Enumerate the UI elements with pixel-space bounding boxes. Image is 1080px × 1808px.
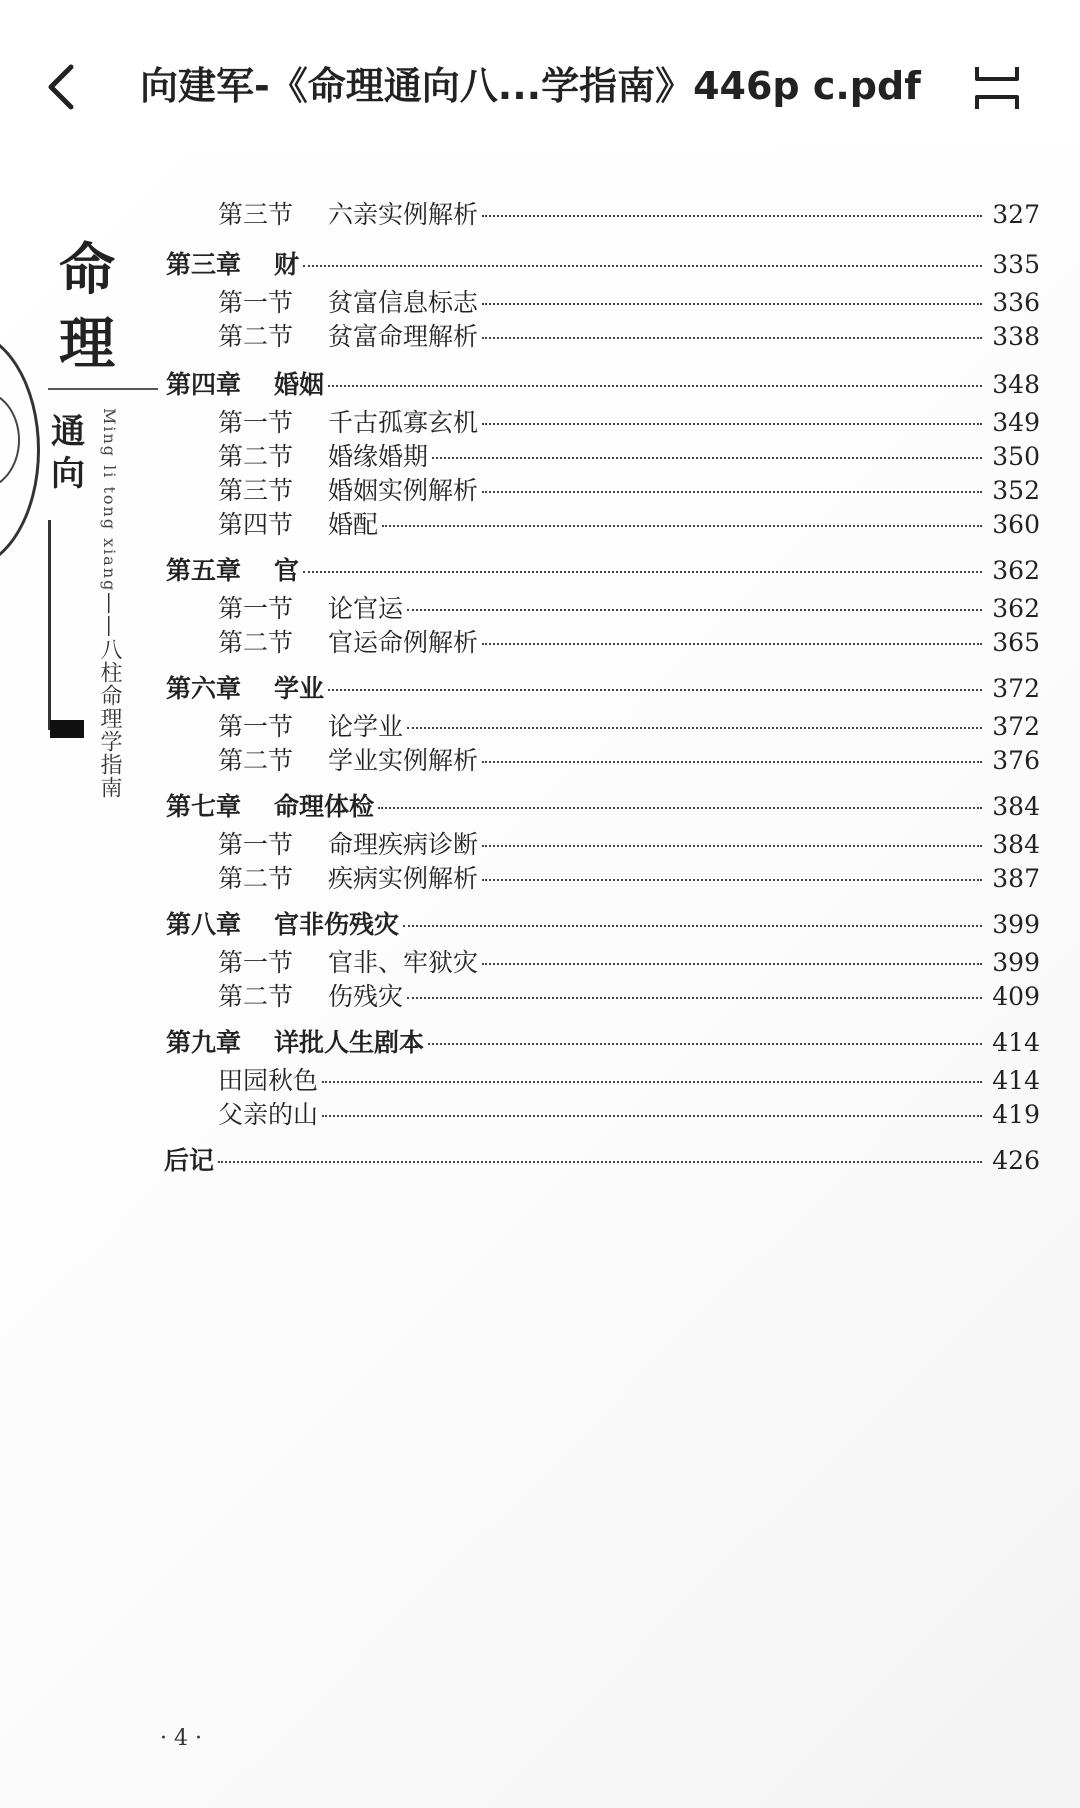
spine-block <box>50 720 84 738</box>
toc-chapter-row[interactable] <box>166 1026 1040 1060</box>
toc-label <box>218 862 478 896</box>
fit-width-button[interactable] <box>970 62 1024 114</box>
toc-label <box>218 508 378 542</box>
fit-width-icon <box>973 65 1021 111</box>
toc-leader-dots <box>328 671 982 691</box>
toc-page-number: 409 <box>992 982 1040 1011</box>
toc-number: 第二节 <box>218 322 294 351</box>
toc-number: 第七章 <box>166 792 242 821</box>
toc-title: 学业实例解析 <box>328 746 479 775</box>
toc-page-number: 426 <box>992 1146 1040 1175</box>
toc-page-number: 414 <box>992 1028 1040 1057</box>
toc-section-row[interactable] <box>218 508 1040 542</box>
toc-label <box>218 286 478 320</box>
toc-title: 详批人生剧本 <box>274 1028 425 1057</box>
toc-leader-dots <box>482 861 982 881</box>
toc-number: 第二节 <box>218 982 294 1011</box>
toc-title: 学业 <box>274 674 325 703</box>
toc-number: 第三章 <box>166 250 242 279</box>
toc-leader-dots <box>482 405 982 425</box>
toc-page-number: 399 <box>992 910 1040 939</box>
toc-title: 贫富信息标志 <box>328 288 479 317</box>
spine-char-3: 通 <box>51 412 85 452</box>
toc-label <box>218 440 428 474</box>
toc-page-number: 365 <box>992 628 1040 657</box>
spine-latin: Ming li tong xiang <box>100 408 119 593</box>
toc-chapter-row[interactable] <box>166 672 1040 706</box>
toc-title: 伤残灾 <box>328 982 404 1011</box>
toc-section-row[interactable] <box>218 592 1040 626</box>
chevron-left-icon <box>45 63 75 111</box>
toc-section-row[interactable] <box>218 406 1040 440</box>
toc-number: 第六章 <box>166 674 242 703</box>
toc-number: 第四节 <box>218 510 294 539</box>
toc-label <box>218 626 478 660</box>
toc-section-row[interactable] <box>218 980 1040 1014</box>
toc-title: 命理体检 <box>274 792 375 821</box>
toc-page-number: 376 <box>992 746 1040 775</box>
toc-label <box>218 1064 318 1098</box>
toc-section-row[interactable] <box>218 862 1040 896</box>
toc-leader-dots <box>303 247 982 267</box>
toc-title: 婚姻 <box>274 370 325 399</box>
toc-section-row[interactable] <box>218 1098 1040 1132</box>
toc-page-number: 387 <box>992 864 1040 893</box>
toc-leader-dots <box>407 591 982 611</box>
toc-title: 命理疾病诊断 <box>328 830 479 859</box>
toc-chapter-row[interactable] <box>164 1144 1040 1178</box>
toc-title: 千古孤寡玄机 <box>328 408 479 437</box>
toc-title: 疾病实例解析 <box>328 864 479 893</box>
toc-page-number: 419 <box>992 1100 1040 1129</box>
toc-page-number: 335 <box>992 250 1040 279</box>
toc-title: 官非、牢狱灾 <box>328 948 479 977</box>
toc-page-number: 336 <box>992 288 1040 317</box>
toc-label <box>218 320 478 354</box>
toc-title: 父亲的山 <box>218 1100 319 1129</box>
toc-section-row[interactable] <box>218 474 1040 508</box>
toc-leader-dots <box>378 789 982 809</box>
toc-label <box>166 554 299 588</box>
page-number: · 4 · <box>160 1726 202 1751</box>
toc-chapter-row[interactable] <box>166 248 1040 282</box>
toc-number: 第三节 <box>218 200 294 229</box>
toc-label <box>166 908 399 942</box>
toc-number: 第一节 <box>218 830 294 859</box>
toc-chapter-row[interactable] <box>166 368 1040 402</box>
toc-number: 第五章 <box>166 556 242 585</box>
toc-leader-dots <box>218 1143 982 1163</box>
toc-page-number: 348 <box>992 370 1040 399</box>
toc-number: 第一节 <box>218 408 294 437</box>
toc-label <box>218 198 478 232</box>
toc-section-row[interactable] <box>218 286 1040 320</box>
spine-char-2: 理 <box>59 311 115 377</box>
toc-page-number: 372 <box>992 712 1040 741</box>
toc-leader-dots <box>432 439 982 459</box>
toc-label <box>218 474 478 508</box>
toc-chapter-row[interactable] <box>166 554 1040 588</box>
toc-leader-dots <box>407 979 982 999</box>
toc-label <box>166 368 324 402</box>
toc-number: 第九章 <box>166 1028 242 1057</box>
toc-page-number: 327 <box>992 200 1040 229</box>
toc-title: 论官运 <box>328 594 404 623</box>
toc-section-row[interactable] <box>218 828 1040 862</box>
toc-leader-dots <box>482 827 982 847</box>
toc-leader-dots <box>328 367 982 387</box>
toc-number: 第一节 <box>218 712 294 741</box>
toc-number: 第一节 <box>218 948 294 977</box>
toc-title: 田园秋色 <box>218 1066 319 1095</box>
toc-leader-dots <box>482 319 982 339</box>
toc-page-number: 352 <box>992 476 1040 505</box>
toc-title: 官运命例解析 <box>328 628 479 657</box>
pdf-page[interactable] <box>0 150 1080 1808</box>
toc-label <box>218 710 403 744</box>
toc-section-row[interactable] <box>218 626 1040 660</box>
toc-leader-dots <box>482 743 982 763</box>
toc-number: 第一节 <box>218 288 294 317</box>
toc-chapter-row[interactable] <box>166 908 1040 942</box>
toc-section-row[interactable] <box>218 710 1040 744</box>
toc-section-row[interactable] <box>218 198 1040 232</box>
top-bar <box>0 0 1080 150</box>
toc-section-row[interactable] <box>218 440 1040 474</box>
toc-label <box>166 672 324 706</box>
toc-section-row[interactable] <box>218 744 1040 778</box>
toc-page-number: 372 <box>992 674 1040 703</box>
toc-leader-dots <box>382 507 982 527</box>
toc-title: 婚缘婚期 <box>328 442 429 471</box>
toc-number: 第二节 <box>218 442 294 471</box>
toc-label <box>218 980 403 1014</box>
toc-title: 官 <box>274 556 300 585</box>
toc-page-number: 350 <box>992 442 1040 471</box>
toc-number: 第一节 <box>218 594 294 623</box>
toc-title: 六亲实例解析 <box>328 200 479 229</box>
toc-leader-dots <box>428 1025 982 1045</box>
toc-number: 第三节 <box>218 476 294 505</box>
toc-title: 官非伤残灾 <box>274 910 400 939</box>
toc-page-number: 349 <box>992 408 1040 437</box>
toc-page-number: 362 <box>992 594 1040 623</box>
toc-label <box>166 248 299 282</box>
toc-title: 婚姻实例解析 <box>328 476 479 505</box>
toc-leader-dots <box>407 709 982 729</box>
toc-leader-dots <box>482 625 982 645</box>
spine-divider <box>48 388 158 390</box>
spine-subtitle: ——八柱命理学指南 <box>97 592 122 799</box>
spine-char-1: 命 <box>59 237 115 303</box>
toc-label <box>218 744 478 778</box>
back-button[interactable] <box>38 58 82 116</box>
toc-number: 第二节 <box>218 864 294 893</box>
toc-number: 第二节 <box>218 628 294 657</box>
toc-label <box>218 946 478 980</box>
toc-page-number: 399 <box>992 948 1040 977</box>
toc-leader-dots <box>322 1097 982 1117</box>
toc-page-number: 414 <box>992 1066 1040 1095</box>
toc-title: 婚配 <box>328 510 379 539</box>
toc-leader-dots <box>482 945 982 965</box>
spine-char-4: 向 <box>51 454 85 494</box>
toc-chapter-row[interactable] <box>166 790 1040 824</box>
toc-page-number: 360 <box>992 510 1040 539</box>
toc-label <box>218 592 403 626</box>
toc-page-number: 384 <box>992 830 1040 859</box>
toc-leader-dots <box>303 553 982 573</box>
toc-title: 后记 <box>164 1146 215 1175</box>
toc-page-number: 384 <box>992 792 1040 821</box>
toc-section-row[interactable] <box>218 946 1040 980</box>
spine-rule <box>48 520 51 730</box>
toc-title: 论学业 <box>328 712 404 741</box>
toc-section-row[interactable] <box>218 320 1040 354</box>
toc-leader-dots <box>322 1063 982 1083</box>
toc-number: 第八章 <box>166 910 242 939</box>
toc-section-row[interactable] <box>218 1064 1040 1098</box>
toc-leader-dots <box>482 285 982 305</box>
toc-leader-dots <box>482 197 982 217</box>
toc-label <box>164 1144 214 1178</box>
toc-label <box>166 1026 424 1060</box>
document-title: 向建军-《命理通向八...学指南》446p c.pdf <box>140 64 921 108</box>
toc-page-number: 338 <box>992 322 1040 351</box>
toc-number: 第二节 <box>218 746 294 775</box>
toc-leader-dots <box>403 907 982 927</box>
toc-label <box>218 406 478 440</box>
toc-page-number: 362 <box>992 556 1040 585</box>
toc-label <box>218 1098 318 1132</box>
toc-label <box>166 790 374 824</box>
toc-title: 贫富命理解析 <box>328 322 479 351</box>
toc-number: 第四章 <box>166 370 242 399</box>
toc-label <box>218 828 478 862</box>
toc-title: 财 <box>274 250 300 279</box>
toc-leader-dots <box>482 473 982 493</box>
